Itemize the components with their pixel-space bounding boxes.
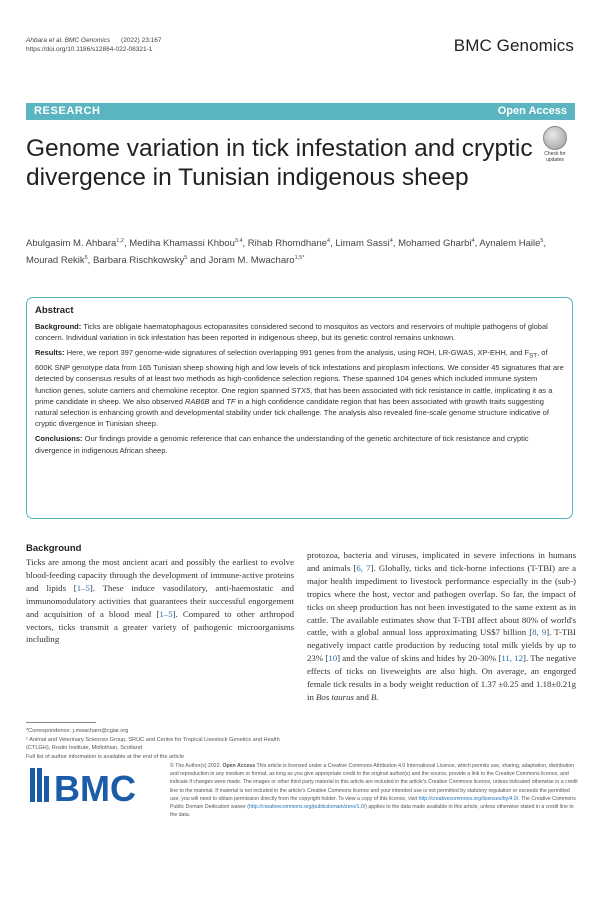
- year-volume: (2022) 23:167: [121, 37, 162, 44]
- license-text: © The Author(s) 2022. Open Access This article is licensed under a Creative Commons Attribution 4.0 International License, which permits use, sharing, adaptation, distribution and reproduction in any medium or format, as long as you give appropriate credit to the original author(s) and the source, provide a link to the Creative Commons licence, and indicate if changes were made. The images or other third party material in this article are included in the article's Creative Commons licence, unless indicated otherwise in a credit line to the material. If material is not included in the article's Creative Commons licence and your intended use is not permitted by statutory regulation or exceeds the permitted use, you will need to obtain permission directly from the copyright holder. To view a copy of this licence, visit http://creativecommons.org/licenses/by/4.0/. The Creative Commons Public Domain Dedication waiver (http://creativecommons.org/publicdomain/zero/1.0/) applies to the data made available in this article, unless otherwise stated in a credit line to the data.: [170, 763, 578, 819]
- author-name[interactable]: Rihab Rhomdhane: [247, 238, 328, 250]
- article-type-band: [26, 103, 575, 120]
- author-affiliation-sup: 4: [327, 238, 331, 244]
- correspondence: *Correspondence: j.mwacharo@cgiar.org: [26, 728, 129, 734]
- author-name[interactable]: Barbara Rischkowsky: [92, 255, 185, 267]
- author-affiliation-sup: 1,2: [116, 238, 124, 244]
- citation-link[interactable]: 6, 7: [356, 562, 371, 573]
- article-title: Genome variation in tick infestation and cryptic divergence in Tunisian indigenous sheep: [26, 135, 533, 191]
- abstract-results: Results: Here, we report 397 genome-wide signatures of selection overlapping 991 genes from the analysis, using ROH, LR-GWAS, XP-EHH, and $F_{ST}$, of 600K SNP genotype data from 165 Tunisian sheep showing high and low levels of tick infestations and piroplasm infections. We consider 45 signatures that are detected by consensus results of at least two methods as high-confidence selection regions. These spanned 104 genes which included immune system function genes, solute carriers and chemokine receptor. One region spanned STX5, that has been associated with tick resistance in cattle, implicating it as a prime candidate in sheep. We also observed RAB6B and TF in a high confidence candidate region that has been associated with growth traits suggesting natural selection is enhancing growth and developmental stability under tick challenge. The analysis also revealed fine-scale genome structure indicative of cryptic divergence in Tunisian sheep.: [35, 348, 564, 429]
- author-affiliation-sup: 5: [84, 255, 88, 262]
- bmc-logo-mark: [30, 768, 49, 802]
- open-access-label: Open Access: [497, 105, 567, 117]
- footnote-divider: [26, 722, 96, 723]
- author-name[interactable]: Limam Sassi: [335, 238, 390, 250]
- citation-link[interactable]: 8, 9: [532, 627, 547, 638]
- author-name[interactable]: Aynalem Haile: [479, 238, 541, 250]
- abstract-heading: Abstract: [35, 305, 74, 316]
- author-info-note: Full list of author information is available at the end of the article: [26, 753, 184, 760]
- affiliation: ¹ Animal and Veterinary Sciences Group, SRUC and Centre for Tropical Livestock Genetics and Health (CTLGH), Roslin Institute, Midlothian, Scotland: [26, 736, 280, 752]
- body-paragraph: Ticks are among the most ancient acari and possibly the earliest to evolve blood-feeding capacity through the development of immune-active proteins and lipids [1–5]. These induce vasodilatory, anti-haemostatic and immunomodulatory activities that guarantees their successful engorgement and acquisition of a blood meal [1–5]. Compared to other arthropod vectors, ticks transmit a greater variety of pathogenic microorganisms including: [26, 557, 295, 645]
- waiver-link[interactable]: http://creativecommons.org/publicdomain/zero/1.0/: [249, 804, 366, 811]
- section-heading: Background: [26, 543, 82, 554]
- abstract-background: Background: Ticks are obligate haematophagous ectoparasites considered second to mosquitos as vectors and reservoirs of multiple pathogens of global concern. Individual variation in tick infestation has been reported in indigenous sheep, but its genetic control remains unknown.: [35, 322, 548, 343]
- bmc-logo-text: BMC: [54, 768, 136, 808]
- author-list: Abulgasim M. Ahbara$^{1,2}$, Mediha Khamassi Khbou$^{3,4}$, Rihab Rhomdhane$^4$, Limam Sassi$^4$, Mohamed Gharbi$^4$, Aynalem Haile$^5$, Mourad Rekik$^5$, Barbara Rischkowsky$^5$ and Joram M. Mwacharo$^{1,5*}$: [26, 238, 547, 267]
- check-updates-label: Check for updates: [544, 151, 566, 163]
- author-name[interactable]: Mohamed Gharbi: [398, 238, 472, 250]
- citation-link[interactable]: 10: [328, 653, 338, 664]
- author-affiliation-sup: 3,4: [234, 238, 243, 244]
- author-affiliation-sup: 4: [471, 238, 475, 244]
- citation: Ahbara et al. BMC Genomics: [26, 37, 111, 44]
- author-name[interactable]: Mourad Rekik: [26, 255, 85, 267]
- citation-link[interactable]: 11, 12: [501, 653, 524, 664]
- author-name[interactable]: Abulgasim M. Ahbara: [26, 238, 117, 250]
- citation-link[interactable]: 1–5: [76, 582, 90, 593]
- author-name[interactable]: Mediha Khamassi Khbou: [129, 238, 235, 250]
- citation-link[interactable]: 1–5: [159, 608, 173, 619]
- abstract-conclusions: Conclusions: Our findings provide a genomic reference that can enhance the understanding of the genetic architecture of tick resistance and cryptic divergence in indigenous African sheep.: [35, 434, 529, 455]
- journal-name: BMC Genomics: [453, 36, 574, 55]
- author-affiliation-sup: 4: [389, 238, 393, 244]
- bmc-logo: [28, 762, 140, 808]
- author-affiliation-sup: 1,5*: [294, 255, 305, 262]
- author-affiliation-sup: 5: [184, 255, 188, 262]
- footnotes: [26, 727, 286, 761]
- check-updates-icon: [543, 126, 567, 150]
- author-affiliation-sup: 5: [540, 238, 544, 244]
- body-column-right: [307, 549, 576, 704]
- body-column-left: [26, 543, 294, 646]
- doi-link[interactable]: https://doi.org/10.1186/s12864-022-08321-1: [26, 46, 153, 53]
- running-header: [26, 36, 162, 54]
- license-link[interactable]: http://creativecommons.org/licenses/by/4.0/: [418, 795, 519, 802]
- author-name[interactable]: Joram M. Mwacharo: [208, 255, 295, 267]
- abstract-box: [26, 297, 573, 519]
- body-paragraph: protozoa, bacteria and viruses, implicated in severe infections in humans and animals [6, 7]. Globally, ticks and tick-borne infections (T-TBI) are a major health impediment to livestock performance especially in the (sub-) tropics where the host, vector and pathogen overlap. So far, the impact of ticks on sheep production has not been investigated to the same extent as in cattle. The available estimates show that T-TBI affect about 80% of world's cattle, with a global annual loss approximating US$7 billion [8, 9]. T-TBI negatively impact cattle production by reducing total milk yields by up to 23% [10] and the value of skins and hides by 20-30% [11, 12]. The negative effects of ticks on liveweights are also high. On average, an engorged female tick results in a body weight reduction of 1.37 ±0.25 and 1.18±0.21g in Bos taurus and B.: [307, 550, 576, 702]
- article-type-label: RESEARCH: [34, 105, 101, 117]
